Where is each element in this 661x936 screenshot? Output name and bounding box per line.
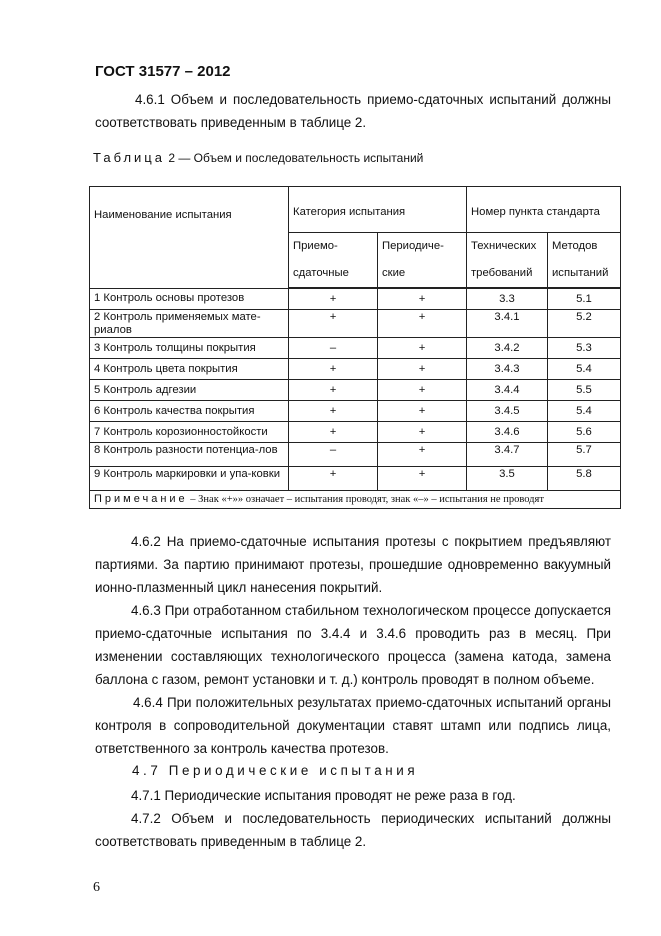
table-row: 7 Контроль корозионностойкости + + 3.4.6 5.6 — [90, 422, 621, 443]
table-row: 8 Контроль разности потенциа-лов – + 3.4.7 5.7 — [90, 443, 621, 467]
table-note — [90, 491, 621, 509]
page-number: 6 — [93, 880, 100, 895]
table-caption-word: Таблица — [93, 150, 165, 165]
table-row: 9 Контроль маркировки и упа-ковки + + 3.5 5.8 — [90, 467, 621, 491]
paragraph-4-7-2: 4.7.2 Объем и последовательность периодических испытаний должны соответствовать приведенным в таблице 2. — [95, 811, 611, 849]
note-label: Примечание — [94, 493, 188, 505]
header-acceptance: Приемо- сдаточные — [289, 233, 378, 289]
table-caption-text: 2 — Объем и последовательность испытаний — [168, 151, 424, 165]
table-row: 3 Контроль толщины покрытия – + 3.4.2 5.3 — [90, 338, 621, 359]
header-test-name: Наименование испытания — [90, 187, 289, 289]
paragraph-4-6-4: 4.6.4 При положительных результатах приемо-сдаточных испытаний органы контроля в сопроводительной документации ставят штамп или подпись лица, ответственного за контроль качества протезов. — [95, 695, 611, 756]
table-row: 1 Контроль основы протезов + + 3.3 5.1 — [90, 288, 621, 310]
table-row: 2 Контроль применяемых мате-риалов + + 3.4.1 5.2 — [90, 310, 621, 338]
table-row: 6 Контроль качества покрытия + + 3.4.5 5.4 — [90, 401, 621, 422]
table-row: 5 Контроль адгезии + + 3.4.4 5.5 — [90, 380, 621, 401]
header-test-methods: Методов испытаний — [548, 233, 621, 289]
tests-table — [89, 186, 621, 509]
header-periodic: Периодиче- ские — [378, 233, 467, 289]
paragraph-4-7-1: 4.7.1 Периодические испытания проводят не реже раза в год. — [131, 788, 516, 803]
paragraph-4-6-1: 4.6.1 Объем и последовательность приемо-сдаточных испытаний должны соответствовать приведенным в таблице 2. — [95, 92, 611, 130]
table-row: 4 Контроль цвета покрытия + + 3.4.3 5.4 — [90, 359, 621, 380]
document-code: ГОСТ 31577 – 2012 — [95, 63, 231, 80]
paragraph-4-6-2: 4.6.2 На приемо-сдаточные испытания протезы с покрытием предъявляют партиями. За партию принимают протезы, прошедшие одновременно вакуумный ионно-плазменный цикл нанесения покрытий. — [95, 534, 611, 595]
header-standard-clause: Номер пункта стандарта — [467, 187, 621, 233]
table-caption — [93, 150, 423, 165]
header-tech-requirements: Технических требований — [467, 233, 548, 289]
section-heading-4-7: 4.7 Периодические испытания — [132, 763, 419, 778]
header-category: Категория испытания — [289, 187, 467, 233]
paragraph-4-6-3: 4.6.3 При отработанном стабильном технологическом процессе допускается приемо-сдаточные испытания по 3.4.4 и 3.4.6 проводить раз в месяц. При изменении составляющих технологического процесса (замена катода, замена баллона с газом, ремонт установки и т. д.) контроль проводят в полном объеме. — [95, 603, 611, 687]
note-text: – Знак «+»» означает – испытания проводят, знак «–» – испытания не проводят — [190, 494, 544, 505]
